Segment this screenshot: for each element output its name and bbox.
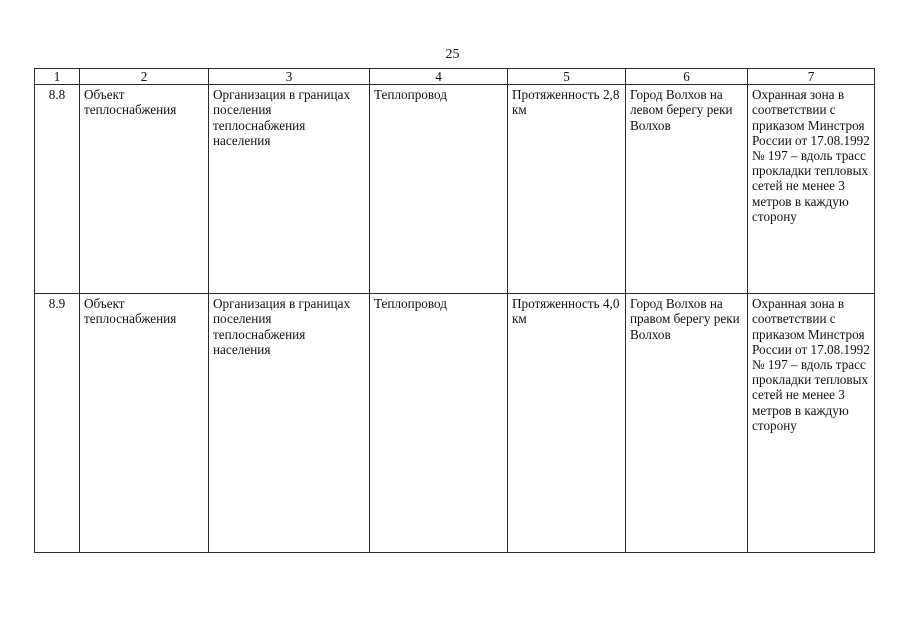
column-header-2: 2 xyxy=(80,69,209,85)
page-number: 25 xyxy=(445,47,460,62)
row-number-cell: 8.9 xyxy=(35,294,80,553)
table-row xyxy=(35,294,875,553)
location-cell: Город Волхов на правом берегу реки Волхов xyxy=(626,294,748,553)
characteristics-cell: Протяженность 2,8 км xyxy=(508,85,626,294)
table-row xyxy=(35,85,875,294)
header-row xyxy=(35,69,875,85)
object-cell: Объект теплоснабжения xyxy=(80,294,209,553)
type-cell: Теплопровод xyxy=(370,294,508,553)
column-header-4: 4 xyxy=(370,69,508,85)
location-cell: Город Волхов на левом берегу реки Волхов xyxy=(626,85,748,294)
purpose-cell: Организация в границах поселения теплоснабжения населения xyxy=(209,294,370,553)
objects-table xyxy=(34,68,875,553)
zone-cell: Охранная зона в соответствии с приказом Минстроя России от 17.08.1992 № 197 – вдоль трасс прокладки тепловых сетей не менее 3 метров в каждую сторону xyxy=(748,294,875,553)
column-header-5: 5 xyxy=(508,69,626,85)
column-header-1: 1 xyxy=(35,69,80,85)
row-number-cell: 8.8 xyxy=(35,85,80,294)
column-header-7: 7 xyxy=(748,69,875,85)
type-cell: Теплопровод xyxy=(370,85,508,294)
zone-cell: Охранная зона в соответствии с приказом Минстроя России от 17.08.1992 № 197 – вдоль трасс прокладки тепловых сетей не менее 3 метров в каждую сторону xyxy=(748,85,875,294)
column-header-6: 6 xyxy=(626,69,748,85)
object-cell: Объект теплоснабжения xyxy=(80,85,209,294)
column-header-3: 3 xyxy=(209,69,370,85)
purpose-cell: Организация в границах поселения теплоснабжения населения xyxy=(209,85,370,294)
characteristics-cell: Протяженность 4,0 км xyxy=(508,294,626,553)
